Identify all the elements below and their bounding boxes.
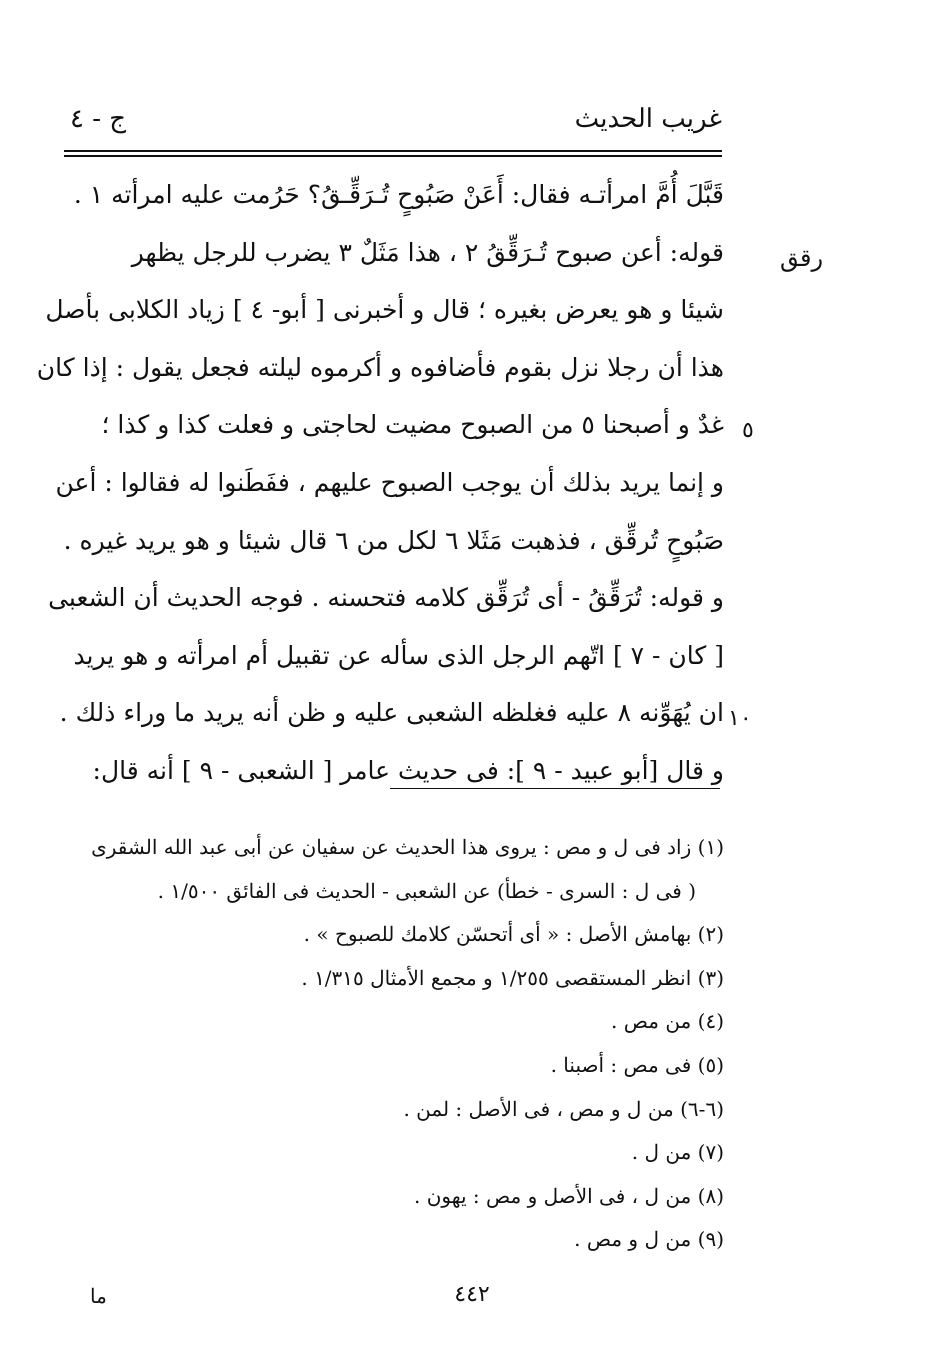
- page-number: ٤٤٢: [454, 1282, 490, 1307]
- footnote-line: (١) زاد فى ل و مص : يروى هذا الحديث عن سفيان عن أبى عبد الله الشقرى: [91, 835, 724, 859]
- body-line: [ كان - ٧ ] اتّهم الرجل الذى سأله عن تقبيل أم امرأته و هو يريد: [73, 640, 724, 670]
- footnote-line: (٣) انظر المستقصى ١/٢٥٥ و مجمع الأمثال ١/٣١٥ .: [301, 965, 724, 990]
- footnotes: [74, 826, 724, 1262]
- body-line: ان يُهَوِّنه ٨ عليه فغلظه الشعبى عليه و ظن أنه يريد ما وراء ذلك .: [59, 698, 724, 728]
- footnote-separator: [390, 788, 720, 789]
- body-line: شيئا و هو يعرض بغيره ؛ قال و أخبرنى [ أبو- ٤ ] زياد الكلابى بأصل: [45, 295, 724, 325]
- footnote-line: (٤) من مص .: [611, 1009, 724, 1034]
- footnote-line: (٢) بهامش الأصل : « أى أتحسّن كلامك للصبوح » .: [303, 922, 724, 947]
- footnote-line: ( فى ل : السرى - خطأ) عن الشعبى - الحديث فى الفائق ١/٥٠٠ .: [157, 878, 696, 903]
- header-title: غريب الحديث: [574, 104, 722, 134]
- main-text: [36, 166, 724, 800]
- header-rule-bottom: [64, 155, 722, 157]
- header-volume: ج - ٤: [70, 104, 127, 134]
- footnote-line: (٧) من ل .: [631, 1140, 724, 1165]
- footnote-line: (٥) فى مص : أصبنا .: [550, 1052, 724, 1077]
- footnote-line: (٦-٦) من ل و مص ، فى الأصل : لمن .: [403, 1096, 724, 1121]
- signature-mark: ما: [90, 1284, 107, 1308]
- line-number-10: ١٠: [728, 706, 752, 731]
- body-line: قَبَّلَ أُمَّ امرأتـه فقال: أَعَنْ صَبُوحٍ تُـرَقِّـقُ؟ حَرُمت عليه امرأته ١ .: [73, 180, 724, 209]
- running-header: [62, 96, 722, 144]
- body-line: و قوله: تُرَقِّقُ - أى تُرَقِّق كلامه فتحسنه . فوجه الحديث أن الشعبى: [48, 583, 724, 613]
- body-line: غدٌ و أصبحنا ٥ من الصبوح مضيت لحاجتى و فعلت كذا و كذا ؛: [101, 410, 724, 440]
- footnote-line: (٩) من ل و مص .: [574, 1227, 724, 1252]
- margin-root-word: رقق: [780, 244, 824, 272]
- header-rule-top: [64, 150, 722, 152]
- body-line: قوله: أعن صبوح تُـرَقِّقُ ٢ ، هذا مَثَلٌ ٣ يضرب للرجل يظهر: [131, 237, 724, 267]
- body-line: صَبُوحٍ تُرقِّق ، فذهبت مَثَلا ٦ لكل من ٦ قال شيئا و هو يريد غيره .: [63, 525, 724, 555]
- line-number-5: ٥: [742, 418, 754, 443]
- body-line: و إنما يريد بذلك أن يوجب الصبوح عليهم ، ففَطَنوا له فقالوا : أعن: [55, 467, 724, 497]
- footnote-line: (٨) من ل ، فى الأصل و مص : يهون .: [414, 1183, 724, 1208]
- body-line: و قال [أبو عبيد - ٩ ]: فى حديث عامر [ الشعبى - ٩ ] أنه قال:: [92, 755, 724, 785]
- body-line: هذا أن رجلا نزل بقوم فأضافوه و أكرموه ليلته فجعل يقول : إذا كان: [36, 352, 724, 382]
